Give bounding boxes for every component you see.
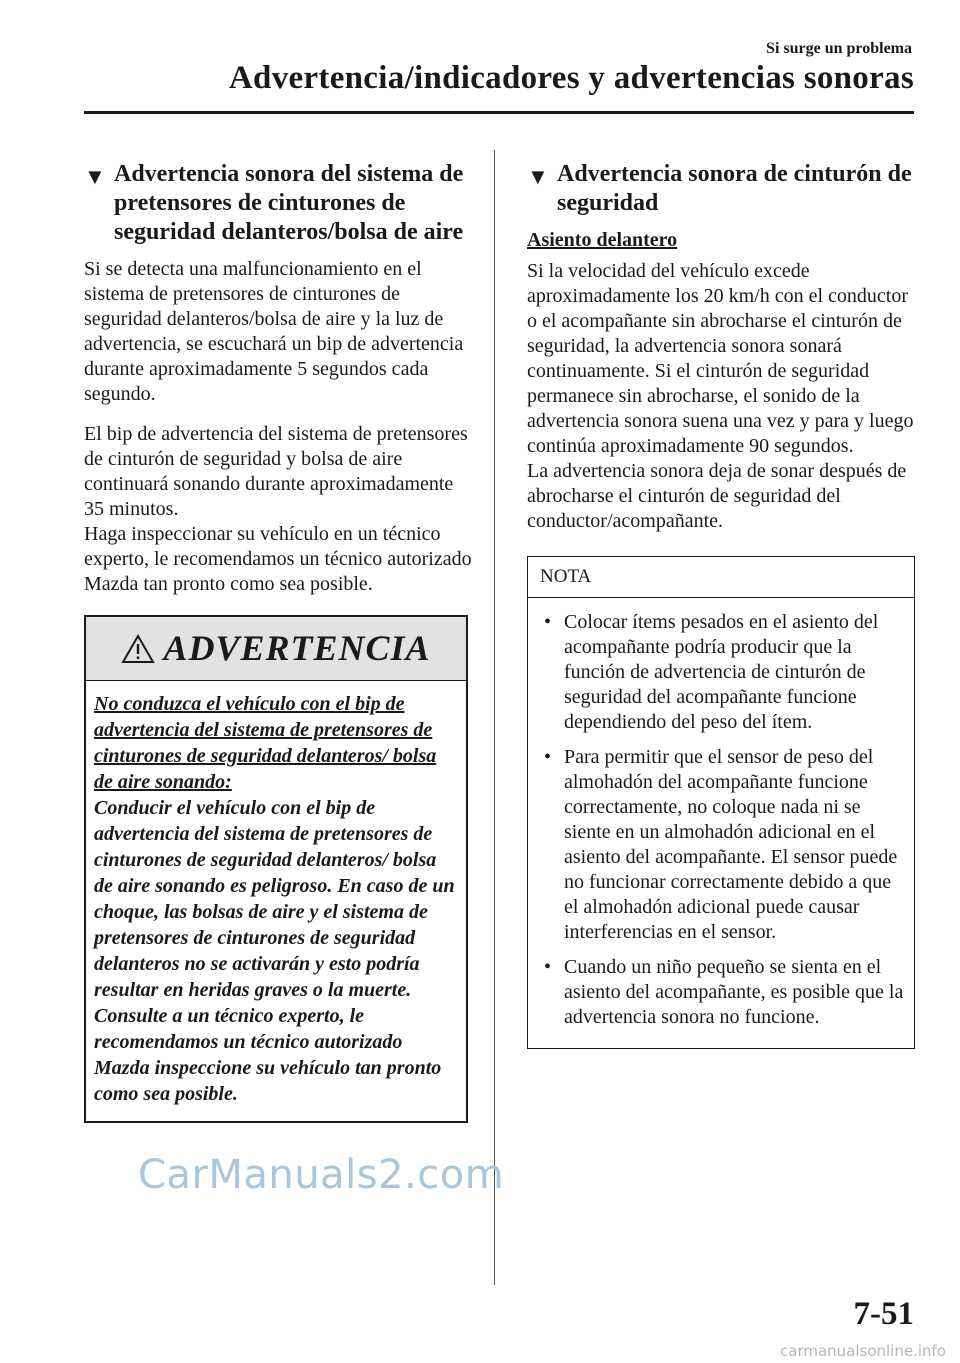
section-heading-pretensioner <box>84 160 474 247</box>
paragraph: Si se detecta una malfuncionamiento en el sistema de pretensores de cinturones de seguridad delanteros/bolsa de aire y la luz de advertencia, se escuchará un bip de advertencia durante aproximadamente 5 segundos cada segundo. <box>84 258 464 405</box>
bullet-dot-icon: • <box>544 956 552 978</box>
warning-box <box>84 615 468 1123</box>
warning-header <box>86 617 466 681</box>
left-column <box>84 160 474 1123</box>
paragraph: El bip de advertencia del sistema de pretensores de cinturón de seguridad y bolsa de aire continuará sonando durante aproximadamente 35 minutos. <box>84 423 468 520</box>
bullet-dot-icon: • <box>544 746 552 768</box>
column-divider <box>494 150 495 1285</box>
paragraph: La advertencia sonora deja de sonar después de abrocharse el cinturón de seguridad del conductor/acompañante. <box>527 460 907 532</box>
note-item: • Colocar ítems pesados en el asiento del acompañante podría producir que la función de advertencia de cinturón de seguridad del acompañante funcione dependiendo del peso del ítem. <box>544 611 879 733</box>
warning-triangle-icon <box>121 634 155 664</box>
section-subtitle: Si surge un problema <box>766 40 912 57</box>
section-heading-seatbelt <box>527 160 917 218</box>
warning-title: ADVERTENCIA <box>163 628 431 668</box>
warning-text: Consulte a un técnico experto, le recomendamos un técnico autorizado Mazda inspeccione su vehículo tan pronto como sea posible. <box>94 1005 442 1105</box>
bullet-dot-icon: • <box>544 611 552 633</box>
note-item: • Cuando un niño pequeño se sienta en el asiento del acompañante, es posible que la advertencia sonora no funcione. <box>544 956 904 1028</box>
note-body <box>528 598 914 1048</box>
warning-body <box>86 681 466 1121</box>
footer-site-watermark: carmanualsonline.info <box>780 1342 946 1360</box>
right-column <box>527 160 917 1049</box>
section-heading-text: Advertencia sonora de cinturón de seguridad <box>557 161 912 216</box>
header-rule <box>84 111 914 114</box>
triangle-bullet-icon: ▼ <box>527 164 549 189</box>
section-heading-text: Advertencia sonora del sistema de pretensores de cinturones de seguridad delanteros/bolsa de aire <box>114 161 464 245</box>
triangle-bullet-icon: ▼ <box>84 164 106 189</box>
page-number: 7-51 <box>853 1296 914 1332</box>
page-title: Advertencia/indicadores y advertencias sonoras <box>228 60 914 96</box>
note-item: • Para permitir que el sensor de peso del almohadón del acompañante funcione correctamente, no coloque nada ni se siente en un almohadón adicional en el asiento del acompañante. El sensor puede no funcionar correctamente debido a que el almohadón adicional puede causar interferencias en el sensor. <box>544 746 898 943</box>
watermark: CarManuals2.com <box>138 1152 505 1198</box>
warning-text: Conducir el vehículo con el bip de advertencia del sistema de pretensores de cinturones de seguridad delanteros/ bolsa de aire sonando es peligroso. En caso de un choque, las bolsas de aire y el sistema de pretensores de cinturones de seguridad delanteros no se activarán y esto podría resultar en heridas graves o la muerte. <box>94 797 455 1001</box>
paragraph: Haga inspeccionar su vehículo en un técnico experto, le recomendamos un técnico autorizado Mazda tan pronto como sea posible. <box>84 523 472 595</box>
note-box <box>527 556 915 1049</box>
subheading: Asiento delantero <box>527 229 678 251</box>
warning-lead: No conduzca el vehículo con el bip de advertencia del sistema de pretensores de cinturones de seguridad delanteros/ bolsa de aire sonando: <box>94 693 437 793</box>
paragraph: Si la velocidad del vehículo excede aproximadamente los 20 km/h con el conductor o el acompañante sin abrocharse el cinturón de seguridad, la advertencia sonora sonará continuamente. Si el cinturón de seguridad permanece sin abrocharse, el sonido de la advertencia sonora suena una vez y para y luego continúa aproximadamente 90 segundos. <box>527 260 914 457</box>
note-title: NOTA <box>528 557 914 598</box>
